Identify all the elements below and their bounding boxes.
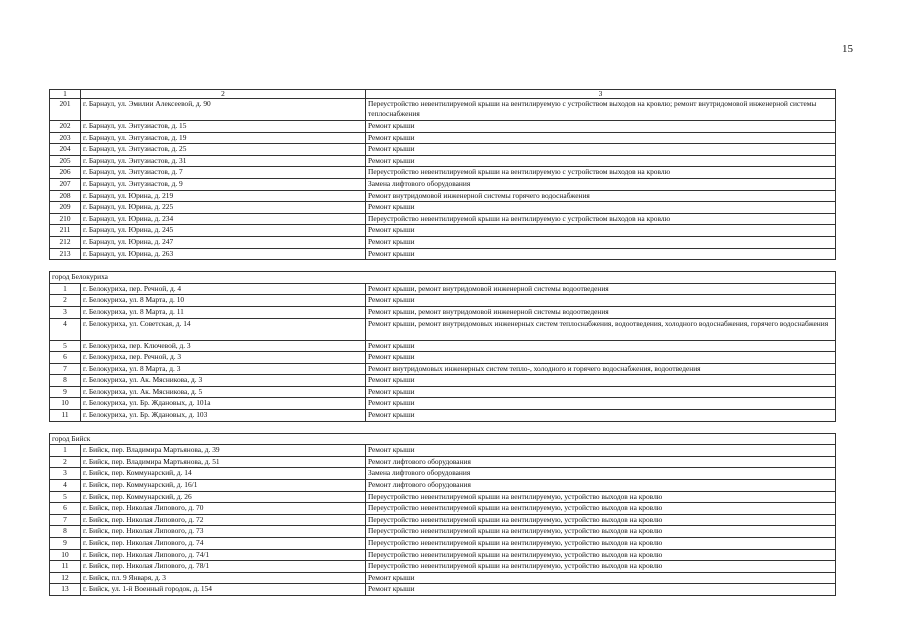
row-work: Ремонт крыши: [366, 340, 836, 352]
row-address: г. Бийск, пер. Николая Липового, д. 72: [81, 514, 366, 526]
row-address: г. Бийск, пл. 9 Января, д. 3: [81, 572, 366, 584]
table-row: [50, 99, 836, 121]
table-row: [50, 538, 836, 550]
row-address: г. Бийск, пер. Коммунарский, д. 16/1: [81, 480, 366, 492]
row-number: 8: [50, 526, 81, 538]
row-work: Ремонт крыши: [366, 295, 836, 307]
row-address: г. Барнаул, ул. Юрина, д. 247: [81, 236, 366, 248]
section-title-row: [50, 433, 836, 445]
row-work: Ремонт внутридомовых инженерных систем тепло-, холодного и горячего водоснабжения, водоотведения: [366, 363, 836, 375]
row-number: 3: [50, 468, 81, 480]
row-work: Замена лифтового оборудования: [366, 468, 836, 480]
table-row: [50, 410, 836, 422]
row-address: г. Белокуриха, ул. Ак. Мясникова, д. 5: [81, 386, 366, 398]
table-row: [50, 363, 836, 375]
table-row: [50, 190, 836, 202]
section-title: город Бийск: [50, 433, 836, 445]
row-work: Ремонт крыши: [366, 352, 836, 364]
row-address: г. Бийск, пер. Владимира Мартьянова, д. 39: [81, 445, 366, 457]
row-work: Ремонт крыши: [366, 398, 836, 410]
row-address: г. Барнаул, ул. Энтузиастов, д. 31: [81, 155, 366, 167]
table-row: [50, 456, 836, 468]
row-number: 212: [50, 236, 81, 248]
row-work: Ремонт крыши: [366, 236, 836, 248]
row-work: Переустройство невентилируемой крыши на вентилируемую с устройством выходов на кровлю: [366, 213, 836, 225]
row-address: г. Барнаул, ул. Юрина, д. 234: [81, 213, 366, 225]
table-row: [50, 526, 836, 538]
section-title: город Белокуриха: [50, 272, 836, 284]
table-row: [50, 398, 836, 410]
row-work: Ремонт крыши: [366, 121, 836, 133]
row-work: Ремонт крыши: [366, 202, 836, 214]
row-work: Ремонт крыши: [366, 410, 836, 422]
row-number: 204: [50, 144, 81, 156]
row-work: Переустройство невентилируемой крыши на вентилируемую, устройство выходов на кровлю: [366, 561, 836, 573]
row-number: 5: [50, 491, 81, 503]
row-number: 10: [50, 398, 81, 410]
row-address: г. Белокуриха, пер. Ключевой, д. 3: [81, 340, 366, 352]
row-work: Ремонт крыши: [366, 445, 836, 457]
spacer-row: [50, 421, 836, 433]
row-work: Ремонт крыши: [366, 155, 836, 167]
row-work: Переустройство невентилируемой крыши на вентилируемую с устройством выходов на кровлю; ремонт внутридомовой инженерной системы теплоснабжения: [366, 99, 836, 121]
row-address: г. Барнаул, ул. Энтузиастов, д. 19: [81, 132, 366, 144]
row-work: Ремонт крыши, ремонт внутридомовой инженерной системы водоотведения: [366, 283, 836, 295]
row-work: Ремонт крыши, ремонт внутридомовой инженерной системы водоотведения: [366, 306, 836, 318]
row-number: 10: [50, 549, 81, 561]
table-row: [50, 155, 836, 167]
capital-repair-table: [49, 89, 836, 596]
row-work: Ремонт крыши: [366, 584, 836, 596]
row-address: г. Барнаул, ул. Юрина, д. 225: [81, 202, 366, 214]
row-work: Ремонт крыши: [366, 375, 836, 387]
row-address: г. Бийск, пер. Владимира Мартьянова, д. 51: [81, 456, 366, 468]
row-work: Ремонт лифтового оборудования: [366, 456, 836, 468]
table-row: [50, 132, 836, 144]
row-address: г. Белокуриха, ул. 8 Марта, д. 10: [81, 295, 366, 307]
row-address: г. Барнаул, ул. Эмилии Алексеевой, д. 90: [81, 99, 366, 121]
row-number: 9: [50, 386, 81, 398]
table-row: [50, 584, 836, 596]
row-work: Ремонт крыши: [366, 225, 836, 237]
row-address: г. Бийск, пер. Николая Липового, д. 74/1: [81, 549, 366, 561]
row-number: 7: [50, 363, 81, 375]
page-number: 15: [842, 43, 853, 55]
table-row: [50, 283, 836, 295]
row-number: 11: [50, 410, 81, 422]
row-number: 209: [50, 202, 81, 214]
row-number: 7: [50, 514, 81, 526]
table-row: [50, 561, 836, 573]
table-row: [50, 121, 836, 133]
table-row: [50, 445, 836, 457]
row-number: 207: [50, 178, 81, 190]
row-number: 9: [50, 538, 81, 550]
row-address: г. Белокуриха, ул. Советская, д. 14: [81, 318, 366, 340]
table-row: [50, 225, 836, 237]
section-title-row: [50, 272, 836, 284]
row-work: Переустройство невентилируемой крыши на вентилируемую, устройство выходов на кровлю: [366, 491, 836, 503]
header-col-1: 1: [50, 90, 81, 99]
spacer-cell: [50, 260, 836, 272]
row-work: Переустройство невентилируемой крыши на вентилируемую, устройство выходов на кровлю: [366, 538, 836, 550]
row-number: 202: [50, 121, 81, 133]
table-row: [50, 468, 836, 480]
row-number: 12: [50, 572, 81, 584]
table-row: [50, 340, 836, 352]
row-address: г. Барнаул, ул. Юрина, д. 263: [81, 248, 366, 260]
row-number: 210: [50, 213, 81, 225]
table-row: [50, 386, 836, 398]
row-number: 2: [50, 456, 81, 468]
row-address: г. Белокуриха, ул. 8 Марта, д. 11: [81, 306, 366, 318]
row-address: г. Бийск, пер. Николая Липового, д. 70: [81, 503, 366, 515]
row-address: г. Барнаул, ул. Энтузиастов, д. 15: [81, 121, 366, 133]
row-number: 6: [50, 503, 81, 515]
header-col-3: 3: [366, 90, 836, 99]
row-number: 11: [50, 561, 81, 573]
row-address: г. Бийск, пер. Николая Липового, д. 74: [81, 538, 366, 550]
row-work: Переустройство невентилируемой крыши на вентилируемую, устройство выходов на кровлю: [366, 549, 836, 561]
row-work: Ремонт крыши, ремонт внутридомовых инженерных систем теплоснабжения, водоотведения, холодного водоснабжения, горячего водоснабжения: [366, 318, 836, 340]
row-address: г. Белокуриха, ул. 8 Марта, д. 3: [81, 363, 366, 375]
table-row: [50, 248, 836, 260]
row-address: г. Бийск, пер. Николая Липового, д. 78/1: [81, 561, 366, 573]
row-address: г. Белокуриха, пер. Речной, д. 4: [81, 283, 366, 295]
row-number: 203: [50, 132, 81, 144]
row-address: г. Бийск, ул. 1-й Военный городок, д. 154: [81, 584, 366, 596]
table-body: [50, 90, 836, 596]
row-work: Переустройство невентилируемой крыши на вентилируемую с устройством выходов на кровлю: [366, 167, 836, 179]
row-work: Ремонт крыши: [366, 144, 836, 156]
row-address: г. Барнаул, ул. Энтузиастов, д. 7: [81, 167, 366, 179]
row-work: Ремонт крыши: [366, 572, 836, 584]
row-address: г. Барнаул, ул. Юрина, д. 219: [81, 190, 366, 202]
row-number: 5: [50, 340, 81, 352]
row-number: 208: [50, 190, 81, 202]
row-address: г. Барнаул, ул. Энтузиастов, д. 25: [81, 144, 366, 156]
row-number: 1: [50, 445, 81, 457]
row-address: г. Белокуриха, ул. Бр. Ждановых, д. 101а: [81, 398, 366, 410]
row-address: г. Барнаул, ул. Юрина, д. 245: [81, 225, 366, 237]
spacer-row: [50, 260, 836, 272]
row-number: 13: [50, 584, 81, 596]
row-address: г. Бийск, пер. Николая Липового, д. 73: [81, 526, 366, 538]
table-row: [50, 503, 836, 515]
header-col-2: 2: [81, 90, 366, 99]
row-number: 8: [50, 375, 81, 387]
row-number: 206: [50, 167, 81, 179]
row-work: Ремонт крыши: [366, 248, 836, 260]
row-number: 1: [50, 283, 81, 295]
row-work: Ремонт крыши: [366, 386, 836, 398]
header-row: [50, 90, 836, 99]
row-address: г. Бийск, пер. Коммунарский, д. 14: [81, 468, 366, 480]
table-row: [50, 352, 836, 364]
row-work: Замена лифтового оборудования: [366, 178, 836, 190]
row-work: Переустройство невентилируемой крыши на вентилируемую, устройство выходов на кровлю: [366, 514, 836, 526]
row-number: 6: [50, 352, 81, 364]
row-number: 213: [50, 248, 81, 260]
table-row: [50, 213, 836, 225]
table-row: [50, 178, 836, 190]
table-row: [50, 514, 836, 526]
row-work: Переустройство невентилируемой крыши на вентилируемую, устройство выходов на кровлю: [366, 526, 836, 538]
row-address: г. Белокуриха, ул. Ак. Мясникова, д. 3: [81, 375, 366, 387]
table-row: [50, 306, 836, 318]
table-row: [50, 236, 836, 248]
table-row: [50, 295, 836, 307]
table-row: [50, 318, 836, 340]
table-row: [50, 375, 836, 387]
row-number: 2: [50, 295, 81, 307]
row-number: 201: [50, 99, 81, 121]
row-number: 4: [50, 318, 81, 340]
spacer-cell: [50, 421, 836, 433]
row-address: г. Барнаул, ул. Энтузиастов, д. 9: [81, 178, 366, 190]
table-row: [50, 202, 836, 214]
row-number: 211: [50, 225, 81, 237]
row-address: г. Бийск, пер. Коммунарский, д. 26: [81, 491, 366, 503]
row-number: 4: [50, 480, 81, 492]
table-row: [50, 480, 836, 492]
row-work: Ремонт лифтового оборудования: [366, 480, 836, 492]
row-work: Ремонт крыши: [366, 132, 836, 144]
row-work: Переустройство невентилируемой крыши на вентилируемую, устройство выходов на кровлю: [366, 503, 836, 515]
row-work: Ремонт внутридомовой инженерной системы горячего водоснабжения: [366, 190, 836, 202]
table-row: [50, 167, 836, 179]
row-number: 205: [50, 155, 81, 167]
row-address: г. Белокуриха, пер. Речной, д. 3: [81, 352, 366, 364]
table-row: [50, 491, 836, 503]
row-address: г. Белокуриха, ул. Бр. Ждановых, д. 103: [81, 410, 366, 422]
row-number: 3: [50, 306, 81, 318]
table-row: [50, 549, 836, 561]
table-row: [50, 572, 836, 584]
table-row: [50, 144, 836, 156]
